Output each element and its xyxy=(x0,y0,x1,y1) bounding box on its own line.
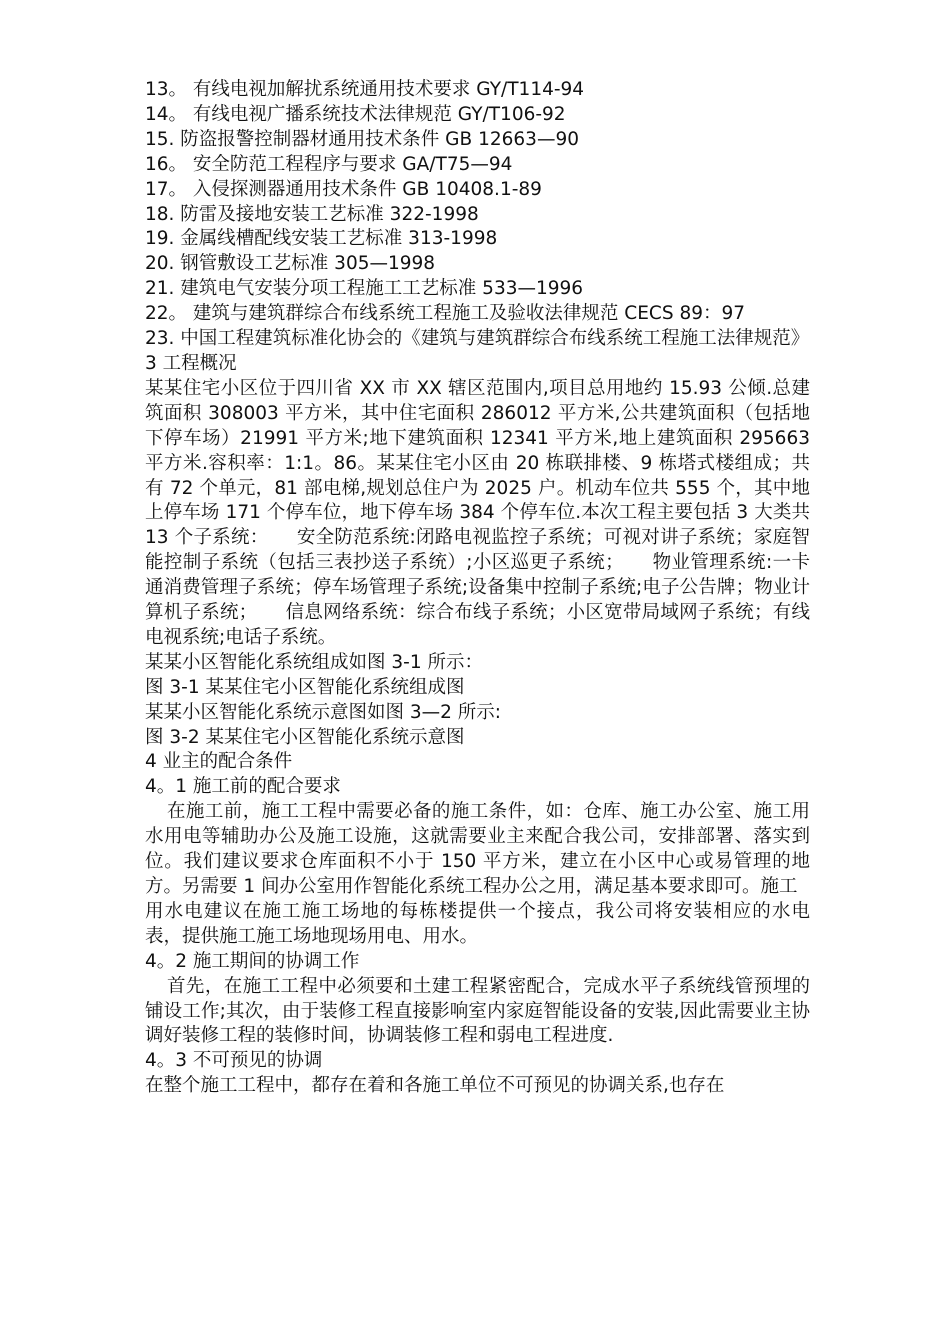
section-4-heading: 4 业主的配合条件 xyxy=(145,751,293,773)
section-4-2-heading: 4。2 施工期间的协调工作 xyxy=(145,950,360,972)
reference-item-20: 20. 钢管敷设工艺标准 305—1998 xyxy=(145,253,436,275)
reference-item-22: 22。 建筑与建筑群综合布线系统工程施工及验收法律规范 CECS 89：97 xyxy=(145,303,746,325)
reference-item-19: 19. 金属线槽配线安装工艺标准 313-1998 xyxy=(145,228,498,250)
reference-item-21: 21. 建筑电气安装分项工程施工工艺标准 533—1996 xyxy=(145,278,584,300)
section-4-1-paragraph-1: 在施工前，施工工程中需要必备的施工条件，如：仓库、施工办公室、施工用水用电等辅助办公及施工设施，这就需要业主来配合我公司，安排部署、落实到位。我们建议要求仓库面积不小于 150 平方米，建立在小区中心或易管理的地方。另需要 1 间办公室用作智能化系统工程办公之用，满足基本要求即可。施工 xyxy=(145,801,810,897)
reference-item-16: 16。 安全防范工程程序与要求 GA/T75—94 xyxy=(145,153,513,175)
figure-3-1-caption: 图 3-1 某某住宅小区智能化系统组成图 xyxy=(145,676,465,698)
reference-item-23: 23. 中国工程建筑标准化协会的《建筑与建筑群综合布线系统工程施工法律规范》 xyxy=(145,328,810,350)
section-4-3-heading: 4。3 不可预见的协调 xyxy=(145,1050,323,1072)
section-4-1-paragraph-2: 用水电建议在施工施工场地的每栋楼提供一个接点，我公司将安装相应的水电表，提供施工施工场地现场用电、用水。 xyxy=(145,900,810,947)
figure-3-1-intro: 某某小区智能化系统组成如图 3-1 所示： xyxy=(145,651,483,673)
reference-item-15: 15. 防盗报警控制器材通用技术条件 GB 12663—90 xyxy=(145,128,579,150)
document-page xyxy=(145,78,810,1099)
project-overview-paragraph: 某某住宅小区位于四川省 XX 市 XX 辖区范围内,项目总用地约 15.93 公倾.总建筑面积 308003 平方米，其中住宅面积 286012 平方米,公共建筑面积（包括地下停车场）21991 平方米;地下建筑面积 12341 平方米,地上建筑面积 295663 平方米.容积率：1:1。86。某某住宅小区由 20 栋联排楼、9 栋塔式楼组成；共有 72 个单元，81 部电梯,规划总住户为 2025 户。机动车位共 555 个，其中地上停车场 171 个停车位，地下停车场 384 个停车位.本次工程主要包括 3 大类共 13 个子系统： 安全防范系统:闭路电视监控子系统；可视对讲子系统；家庭智能控制子系统（包括三表抄送子系统）;小区巡更子系统； 物业管理系统:一卡通消费管理子系统；停车场管理子系统;设备集中控制子系统;电子公告牌；物业计算机子系统； 信息网络系统：综合布线子系统；小区宽带局域网子系统；有线电视系统;电话子系统。 xyxy=(145,377,810,648)
reference-item-13: 13。 有线电视加解扰系统通用技术要求 GY/T114-94 xyxy=(145,79,585,100)
reference-item-14: 14。 有线电视广播系统技术法律规范 GY/T106-92 xyxy=(145,103,566,125)
section-4-3-paragraph: 在整个施工工程中，都存在着和各施工单位不可预见的协调关系,也存在 xyxy=(145,1075,725,1097)
reference-item-18: 18. 防雷及接地安装工艺标准 322-1998 xyxy=(145,203,479,225)
figure-3-2-intro: 某某小区智能化系统示意图如图 3—2 所示: xyxy=(145,701,502,723)
reference-item-17: 17。 入侵探测器通用技术条件 GB 10408.1-89 xyxy=(145,178,542,200)
figure-3-2-caption: 图 3-2 某某住宅小区智能化系统示意图 xyxy=(145,726,465,748)
section-3-heading: 3 工程概况 xyxy=(145,352,237,374)
section-4-2-paragraph: 首先，在施工工程中必须要和土建工程紧密配合，完成水平子系统线管预埋的铺设工作;其次，由于装修工程直接影响室内家庭智能设备的安装,因此需要业主协调好装修工程的装修时间，协调装修工程和弱电工程进度. xyxy=(145,975,810,1047)
section-4-1-heading: 4。1 施工前的配合要求 xyxy=(145,776,341,798)
